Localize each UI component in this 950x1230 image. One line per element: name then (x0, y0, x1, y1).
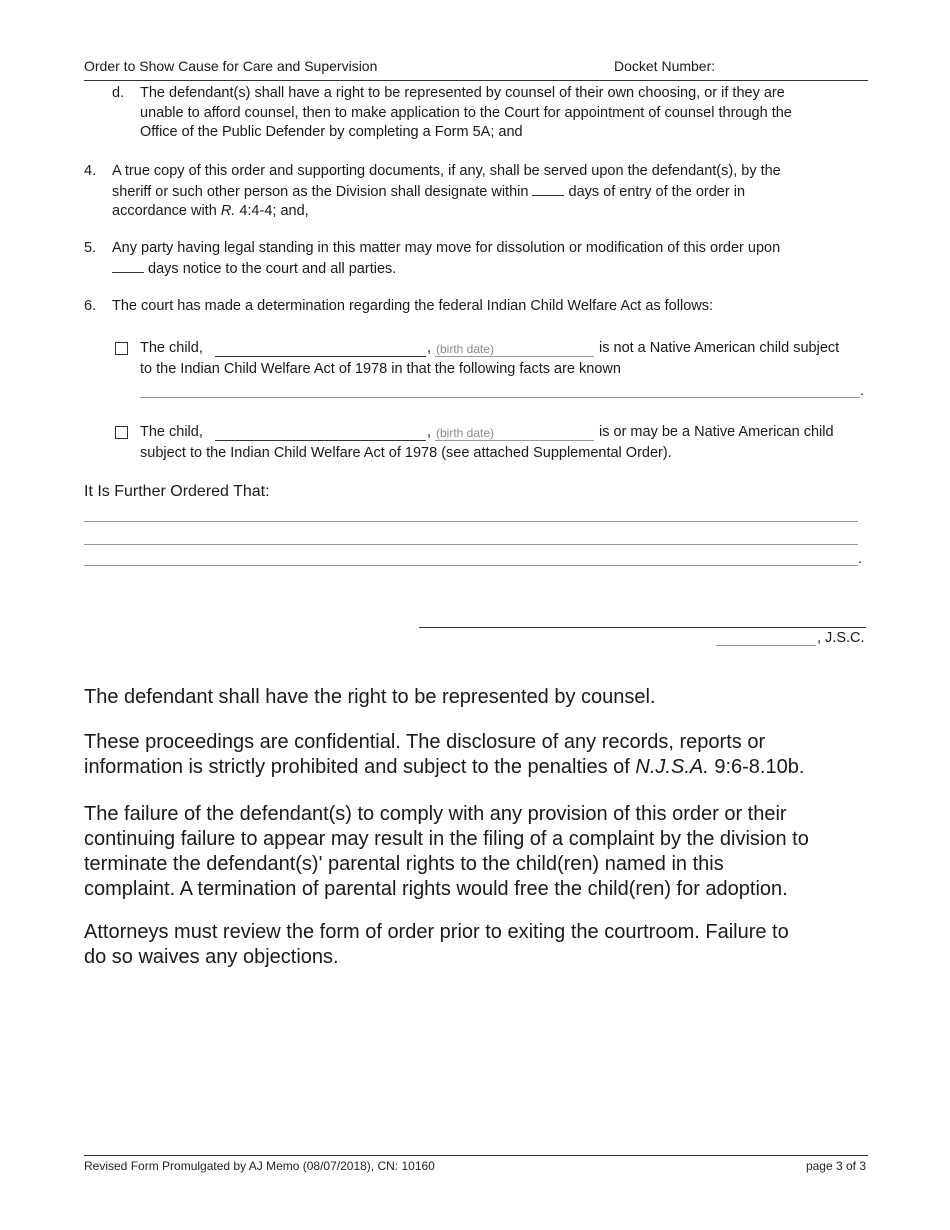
judge-signature-line[interactable] (419, 627, 866, 628)
docket-number-label: Docket Number: (614, 58, 716, 74)
item-d-text: The defendant(s) shall have a right to be represented by counsel of their own choosing, or if they are unable to afford counsel, then to make application to the Court for appointment of counsel through the Office of the Public Defender by completing a Form 5A; and (140, 85, 792, 140)
jsc-suffix: , J.S.C. (817, 630, 865, 646)
birth-date-placeholder-1: (birth date) (436, 342, 495, 356)
facts-known-field[interactable] (140, 397, 860, 398)
icwa-option-1-prefix: The child, (140, 340, 203, 356)
child-name-field-1[interactable] (215, 356, 426, 357)
item-d-marker: d. (112, 85, 125, 101)
notice-attorney-review: Attorneys must review the form of order prior to exiting the courtroom. Failure to do so waives any objections. (84, 921, 789, 968)
icwa-option-1-line2: to the Indian Child Welfare Act of 1978 in that the following facts are known (140, 361, 621, 377)
notice-right-to-counsel: The defendant shall have the right to be represented by counsel. (84, 686, 656, 708)
birth-date-field-1[interactable] (435, 356, 594, 357)
header-divider (84, 80, 868, 81)
further-ordered-heading: It Is Further Ordered That: (84, 483, 270, 500)
footer-divider (84, 1155, 868, 1156)
notice-days-field[interactable] (112, 259, 144, 273)
service-days-field[interactable] (532, 182, 564, 196)
birth-date-field-2[interactable] (435, 440, 594, 441)
item-4-marker: 4. (84, 163, 97, 179)
footer-form-info: Revised Form Promulgated by AJ Memo (08/07/2018), CN: 10160 (84, 1159, 435, 1173)
item-6-marker: 6. (84, 298, 97, 314)
icwa-option-2-line2: subject to the Indian Child Welfare Act of 1978 (see attached Supplemental Order). (140, 445, 672, 461)
icwa-option-2-suffix: is or may be a Native American child (599, 424, 834, 440)
further-order-line-1[interactable] (84, 521, 858, 522)
icwa-option-1-suffix: is not a Native American child subject (599, 340, 840, 356)
item-5-text: Any party having legal standing in this matter may move for dissolution or modification of this order upon days notice to the court and all parties. (112, 240, 781, 277)
may-be-native-american-checkbox[interactable] (115, 426, 128, 439)
judge-name-field[interactable] (716, 645, 816, 646)
item-5-marker: 5. (84, 240, 97, 256)
child-name-field-2[interactable] (215, 440, 426, 441)
notice-confidentiality: These proceedings are confidential. The disclosure of any records, reports or information is strictly prohibited and subject to the penalties of N.J.S.A. 9:6-8.10b. (84, 731, 805, 778)
not-native-american-checkbox[interactable] (115, 342, 128, 355)
item-4-text: A true copy of this order and supporting documents, if any, shall be served upon the defendant(s), by the sheriff or such other person as the Division shall designate within days of entry of the order in accordance with R. 4:4-4; and, (112, 163, 781, 219)
icwa-option-2-prefix: The child, (140, 424, 203, 440)
further-order-line-2[interactable] (84, 544, 858, 545)
form-title: Order to Show Cause for Care and Supervision (84, 58, 378, 74)
further-order-line-3[interactable] (84, 565, 858, 566)
item-6-text: The court has made a determination regarding the federal Indian Child Welfare Act as follows: (112, 298, 714, 314)
birth-date-placeholder-2: (birth date) (436, 426, 495, 440)
page-number: page 3 of 3 (805, 1159, 866, 1173)
notice-termination-warning: The failure of the defendant(s) to comply with any provision of this order or their continuing failure to appear may result in the filing of a complaint by the division to terminate the defendant(s)' parental rights to the child(ren) named in this complaint. A termination of parental rights would free the child(ren) for adoption. (84, 803, 809, 900)
